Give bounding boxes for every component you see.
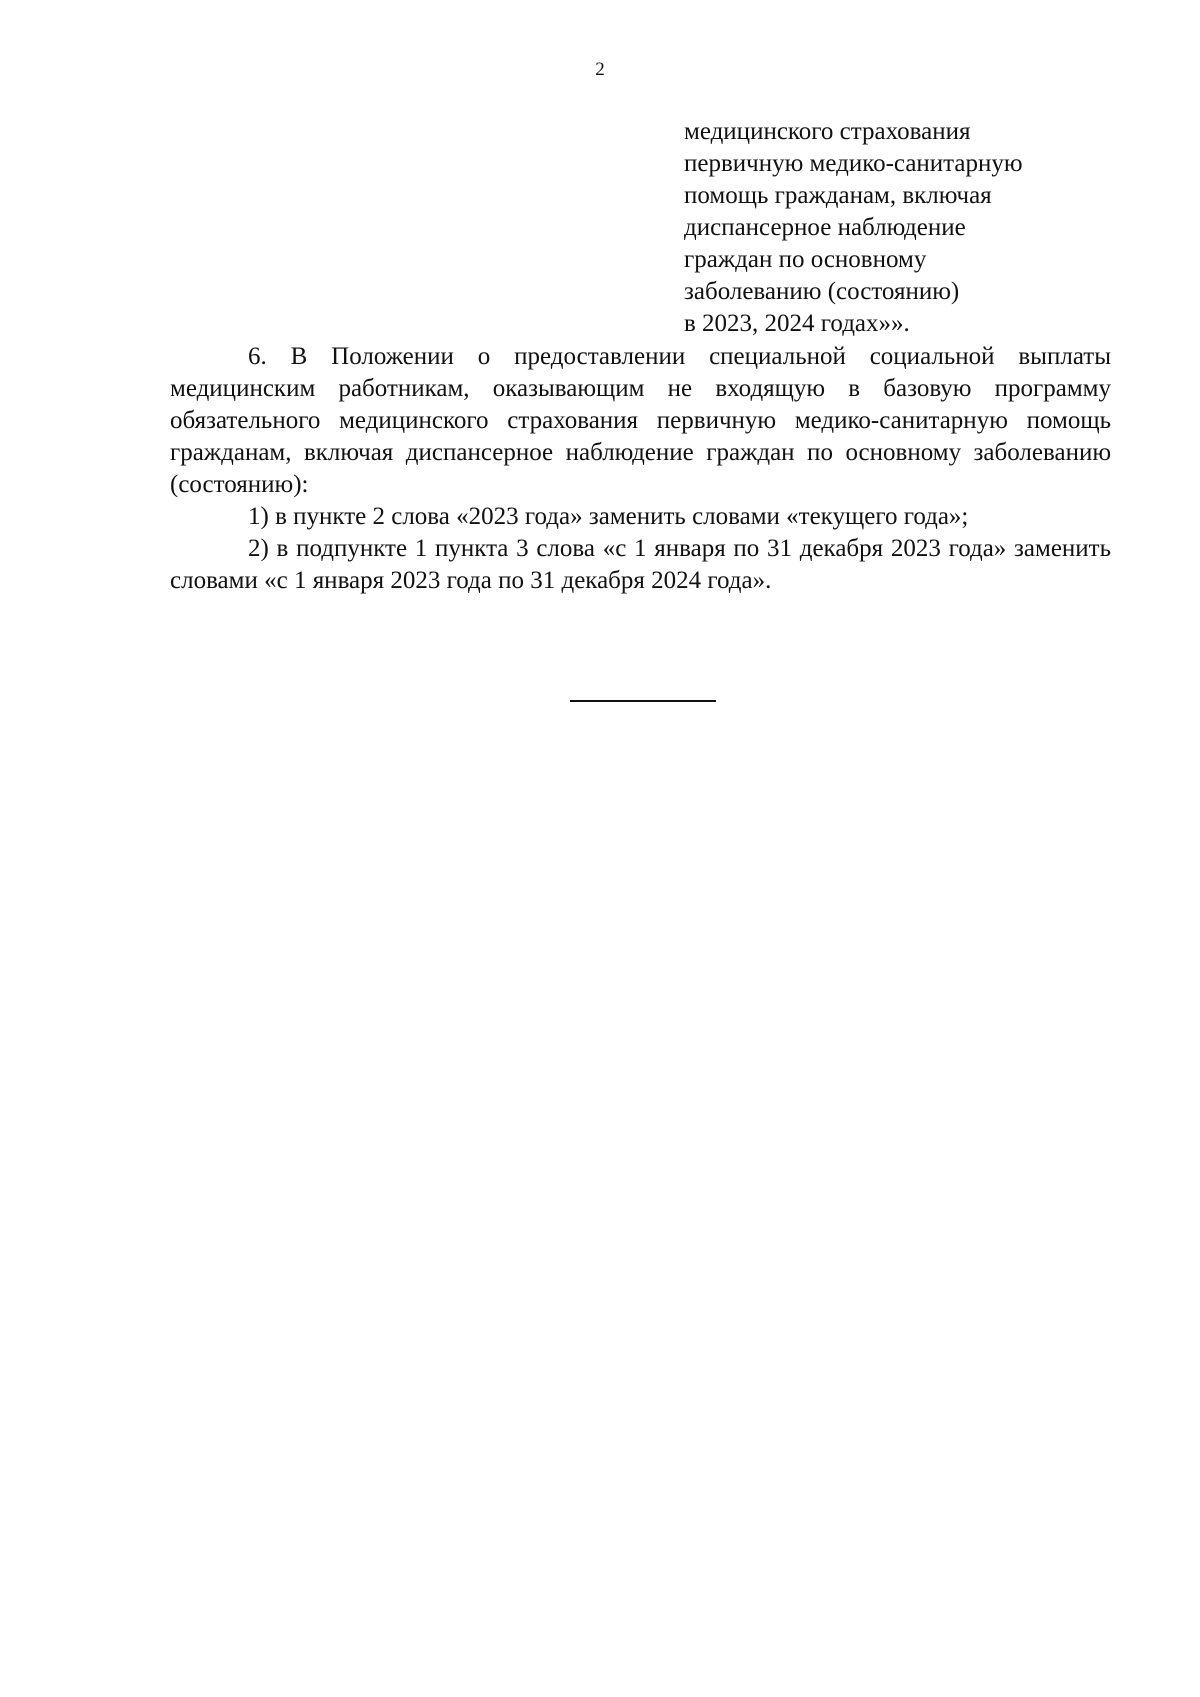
paragraph-item-6: 6. В Положении о предоставлении специальной социальной выплаты медицинским работникам, оказывающим не входящую в базовую программу обязательного медицинского страхования первичную медико-санитарную помощь гражданам, включая диспансерное наблюдение граждан по основному заболеванию (состоянию):	[170, 343, 1111, 498]
quoted-title-line: заболеванию (состоянию)	[684, 278, 960, 305]
quoted-title-tail	[684, 116, 1104, 340]
quoted-title-line: в 2023, 2024 годах»».	[684, 310, 910, 337]
quoted-title-line: помощь гражданам, включая	[684, 182, 992, 209]
end-separator-line	[570, 700, 716, 702]
document-body	[170, 341, 1111, 597]
page-number: 2	[595, 59, 605, 80]
quoted-title-line: диспансерное наблюдение	[684, 214, 966, 241]
quoted-title-line: медицинского страхования	[684, 118, 971, 145]
quoted-title-line: первичную медико-санитарную	[684, 150, 1023, 177]
quoted-title-line: граждан по основному	[684, 246, 927, 273]
subparagraph-2: 2) в подпункте 1 пункта 3 слова «с 1 января по 31 декабря 2023 года» заменить словами «с 1 января 2023 года по 31 декабря 2024 года».	[170, 535, 1111, 594]
subparagraph-1: 1) в пункте 2 слова «2023 года» заменить словами «текущего года»;	[248, 503, 969, 530]
